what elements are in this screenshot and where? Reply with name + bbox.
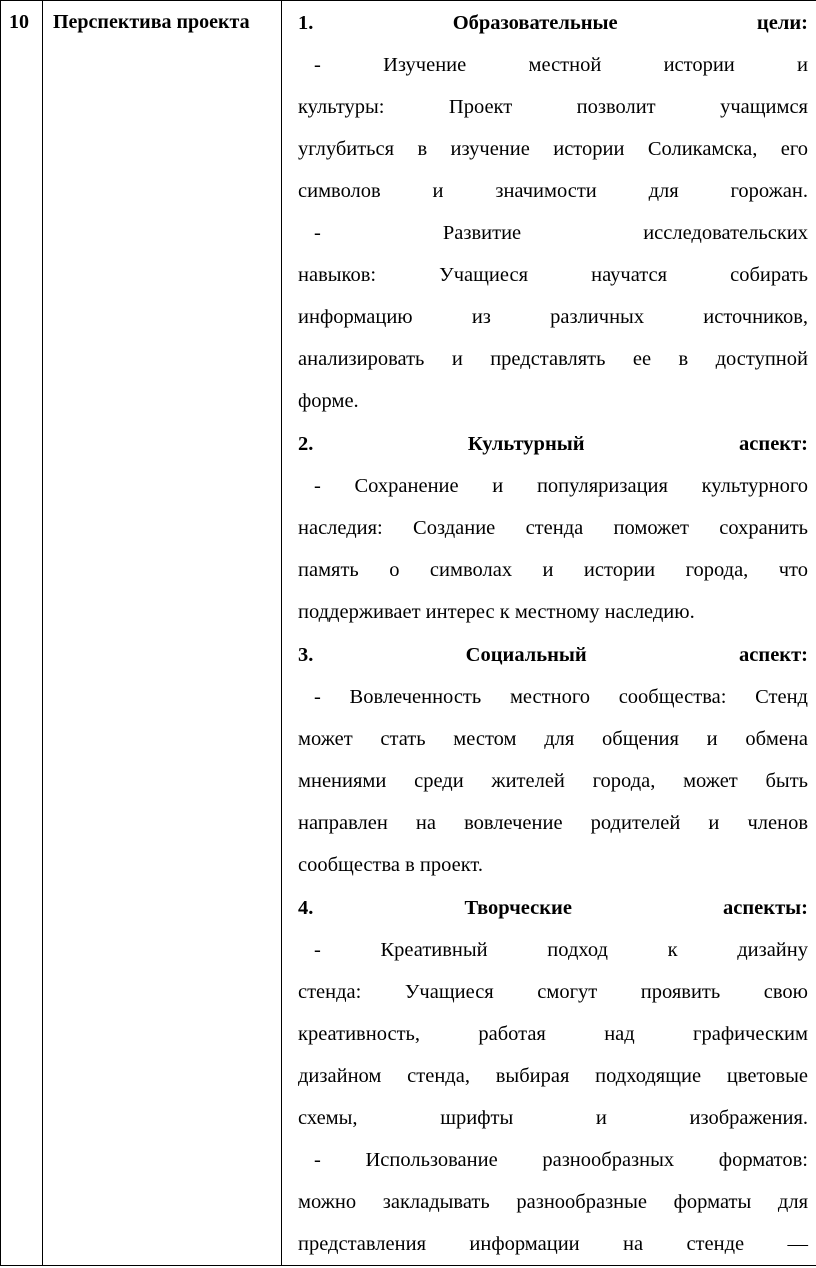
content-line: - Вовлеченность местного сообщества: Стенд (314, 686, 808, 708)
row-label: Перспектива проекта (43, 1, 282, 1266)
section-heading: 4. Творческие аспекты: (298, 897, 808, 919)
content-line: мнениями среди жителей города, может быть (298, 770, 808, 792)
content-line: память о символах и истории города, что (298, 559, 808, 581)
content-line: символов и значимости для горожан. (298, 180, 808, 202)
content-line: сообщества в проект. (298, 854, 483, 876)
section-heading: 2. Культурный аспект: (298, 433, 808, 455)
content-line: - Изучение местной истории и (314, 54, 808, 76)
section-social-aspect (298, 633, 808, 886)
section-cultural-aspect (298, 422, 808, 633)
content-line: схемы, шрифты и изображения. (298, 1107, 808, 1129)
content-line: представления информации на стенде — (298, 1233, 808, 1255)
content-line: - Использование разнообразных форматов: (314, 1149, 808, 1171)
content-line: углубиться в изучение истории Соликамска, его (298, 138, 808, 160)
content-line: анализировать и представлять ее в доступной (298, 348, 808, 370)
content-line: - Креативный подход к дизайну (314, 939, 808, 961)
content-line: дизайном стенда, выбирая подходящие цветовые (298, 1065, 808, 1087)
content-line: - Развитие исследовательских (314, 222, 808, 244)
content-line: поддерживает интерес к местному наследию. (298, 601, 695, 623)
content-line: форме. (298, 390, 359, 412)
content-line: - Сохранение и популяризация культурного (314, 475, 808, 497)
content-line: информацию из различных источников, (298, 306, 808, 328)
content-line: навыков: Учащиеся научатся собирать (298, 264, 808, 286)
section-heading: 1. Образовательные цели: (298, 12, 808, 34)
content-line: креативность, работая над графическим (298, 1023, 808, 1045)
content-line: направлен на вовлечение родителей и членов (298, 812, 808, 834)
content-line: стенда: Учащиеся смогут проявить свою (298, 981, 808, 1003)
content-line: наследия: Создание стенда поможет сохранить (298, 517, 808, 539)
section-educational-goals (298, 1, 808, 422)
row-number: 10 (1, 1, 43, 1266)
table-row (1, 1, 816, 1266)
content-line: культуры: Проект позволит учащимся (298, 96, 808, 118)
content-line: может стать местом для общения и обмена (298, 728, 808, 750)
content-line: можно закладывать разнообразные форматы для (298, 1191, 808, 1213)
row-content (282, 1, 816, 1266)
section-heading: 3. Социальный аспект: (298, 644, 808, 666)
section-creative-aspects (298, 886, 808, 1265)
